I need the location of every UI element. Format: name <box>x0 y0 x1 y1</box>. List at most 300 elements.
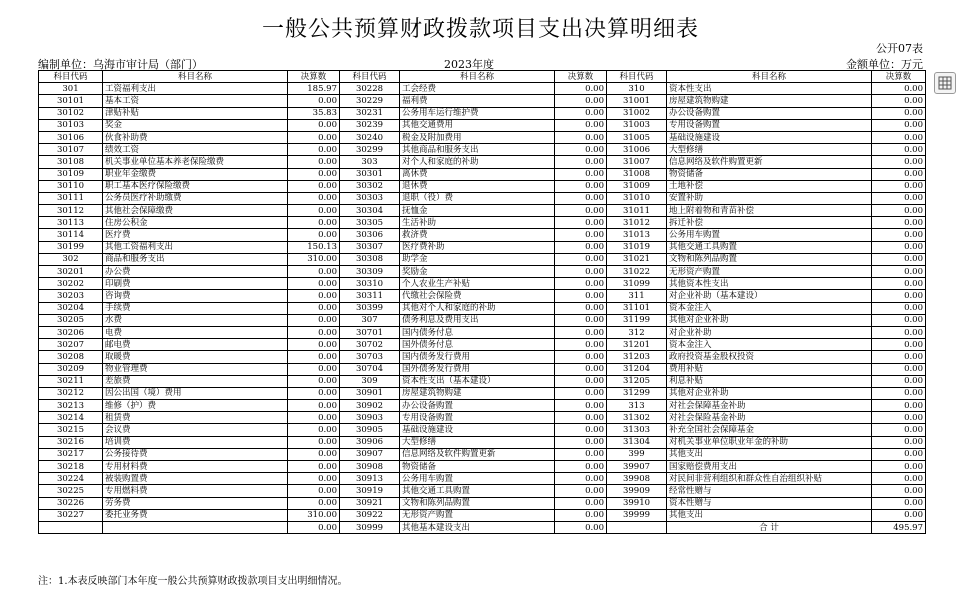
name-cell: 会议费 <box>103 424 288 436</box>
amount-cell: 0.00 <box>288 156 340 168</box>
code-cell: 30903 <box>340 412 400 424</box>
name-cell: 其他商品和服务支出 <box>400 144 555 156</box>
table-row <box>39 521 926 533</box>
column-header: 科目名称 <box>400 71 555 83</box>
amount-cell: 0.00 <box>555 156 607 168</box>
code-cell: 30205 <box>39 314 103 326</box>
name-cell: 文物和陈列品购置 <box>400 497 555 509</box>
name-cell: 专用燃料费 <box>103 485 288 497</box>
code-cell: 30207 <box>39 339 103 351</box>
amount-cell: 0.00 <box>872 266 926 278</box>
table-row <box>39 217 926 229</box>
name-cell: 大型修缮 <box>400 436 555 448</box>
code-cell: 30311 <box>340 290 400 302</box>
amount-cell: 0.00 <box>288 497 340 509</box>
code-cell: 30206 <box>39 326 103 338</box>
name-cell: 医疗费补助 <box>400 241 555 253</box>
amount-cell: 0.00 <box>872 326 926 338</box>
amount-cell: 0.00 <box>555 339 607 351</box>
code-cell: 31003 <box>607 119 667 131</box>
code-cell: 30922 <box>340 509 400 521</box>
table-row <box>39 144 926 156</box>
code-cell: 30310 <box>340 278 400 290</box>
name-cell: 奖金 <box>103 119 288 131</box>
column-header: 科目名称 <box>103 71 288 83</box>
amount-cell: 0.00 <box>288 375 340 387</box>
table-row <box>39 314 926 326</box>
amount-cell: 0.00 <box>872 351 926 363</box>
code-cell: 30225 <box>39 485 103 497</box>
name-cell: 对企业补助 <box>667 326 872 338</box>
name-cell: 公务员医疗补助缴费 <box>103 192 288 204</box>
code-cell: 30226 <box>39 497 103 509</box>
table-row <box>39 205 926 217</box>
amount-cell: 0.00 <box>555 131 607 143</box>
code-cell: 31019 <box>607 241 667 253</box>
code-cell: 30113 <box>39 217 103 229</box>
code-cell: 31011 <box>607 205 667 217</box>
name-cell: 委托业务费 <box>103 509 288 521</box>
code-cell: 31299 <box>607 387 667 399</box>
code-cell: 31204 <box>607 363 667 375</box>
name-cell: 对民间非营利组织和群众性自治组织补贴 <box>667 473 872 485</box>
code-cell: 31099 <box>607 278 667 290</box>
code-cell: 30307 <box>340 241 400 253</box>
table-row <box>39 326 926 338</box>
amount-cell: 0.00 <box>288 521 340 533</box>
name-cell: 其他支出 <box>667 448 872 460</box>
code-cell <box>607 521 667 533</box>
amount-cell: 0.00 <box>288 266 340 278</box>
name-cell: 国内债务付息 <box>400 326 555 338</box>
name-cell: 对社会保障基金补助 <box>667 400 872 412</box>
name-cell: 对机关事业单位职业年金的补助 <box>667 436 872 448</box>
amount-cell: 0.00 <box>872 375 926 387</box>
name-cell: 国内债务发行费用 <box>400 351 555 363</box>
amount-cell: 0.00 <box>872 180 926 192</box>
amount-cell: 0.00 <box>555 497 607 509</box>
name-cell: 税金及附加费用 <box>400 131 555 143</box>
name-cell: 房屋建筑物购建 <box>667 95 872 107</box>
code-cell: 30228 <box>340 83 400 95</box>
code-cell: 39907 <box>607 461 667 473</box>
amount-cell: 0.00 <box>555 168 607 180</box>
code-cell: 30301 <box>340 168 400 180</box>
code-cell: 31199 <box>607 314 667 326</box>
name-cell: 工资福利支出 <box>103 83 288 95</box>
code-cell: 30906 <box>340 436 400 448</box>
amount-cell: 0.00 <box>872 497 926 509</box>
amount-cell: 310.00 <box>288 253 340 265</box>
code-cell: 30703 <box>340 351 400 363</box>
name-cell: 信息网络及软件购置更新 <box>400 448 555 460</box>
name-cell: 国外债务发行费用 <box>400 363 555 375</box>
column-header: 科目代码 <box>39 71 103 83</box>
code-cell: 30704 <box>340 363 400 375</box>
amount-cell: 0.00 <box>872 448 926 460</box>
code-cell: 30218 <box>39 461 103 473</box>
amount-cell: 0.00 <box>872 400 926 412</box>
table-code: 公开07表 <box>876 42 923 55</box>
code-cell: 30907 <box>340 448 400 460</box>
amount-cell: 0.00 <box>288 461 340 473</box>
amount-cell: 0.00 <box>872 302 926 314</box>
name-cell: 培训费 <box>103 436 288 448</box>
code-cell: 31203 <box>607 351 667 363</box>
code-cell: 30304 <box>340 205 400 217</box>
code-cell: 30217 <box>39 448 103 460</box>
name-cell: 无形资产购置 <box>400 509 555 521</box>
name-cell: 文物和陈列品购置 <box>667 253 872 265</box>
amount-cell: 0.00 <box>288 363 340 375</box>
table-row <box>39 400 926 412</box>
name-cell: 物业管理费 <box>103 363 288 375</box>
name-cell: 国外债务付息 <box>400 339 555 351</box>
amount-unit: 金额单位：万元 <box>846 58 923 71</box>
name-cell: 地上附着物和青苗补偿 <box>667 205 872 217</box>
code-cell: 30921 <box>340 497 400 509</box>
spreadsheet-icon[interactable] <box>934 72 956 94</box>
table-row <box>39 302 926 314</box>
amount-cell: 0.00 <box>288 314 340 326</box>
table-row <box>39 375 926 387</box>
name-cell: 机关事业单位基本养老保险缴费 <box>103 156 288 168</box>
table-row <box>39 119 926 131</box>
name-cell: 福利费 <box>400 95 555 107</box>
name-cell: 劳务费 <box>103 497 288 509</box>
code-cell: 30303 <box>340 192 400 204</box>
amount-cell: 0.00 <box>555 509 607 521</box>
column-header: 决算数 <box>555 71 607 83</box>
amount-cell: 0.00 <box>288 424 340 436</box>
code-cell: 30216 <box>39 436 103 448</box>
amount-cell: 0.00 <box>872 253 926 265</box>
name-cell: 办公费 <box>103 266 288 278</box>
name-cell: 生活补助 <box>400 217 555 229</box>
column-header: 科目名称 <box>667 71 872 83</box>
code-cell: 31007 <box>607 156 667 168</box>
amount-cell: 0.00 <box>872 205 926 217</box>
name-cell: 其他对个人和家庭的补助 <box>400 302 555 314</box>
amount-cell: 0.00 <box>872 168 926 180</box>
amount-cell: 0.00 <box>555 180 607 192</box>
name-cell: 奖励金 <box>400 266 555 278</box>
amount-cell: 0.00 <box>288 119 340 131</box>
table-row <box>39 241 926 253</box>
amount-cell: 0.00 <box>555 400 607 412</box>
amount-cell: 0.00 <box>555 412 607 424</box>
code-cell: 39908 <box>607 473 667 485</box>
name-cell: 专用材料费 <box>103 461 288 473</box>
amount-cell: 0.00 <box>288 168 340 180</box>
amount-cell: 310.00 <box>288 509 340 521</box>
table-row <box>39 95 926 107</box>
amount-cell: 0.00 <box>872 339 926 351</box>
name-cell: 其他交通工具购置 <box>400 485 555 497</box>
name-cell: 租赁费 <box>103 412 288 424</box>
name-cell: 取暖费 <box>103 351 288 363</box>
amount-cell: 0.00 <box>872 144 926 156</box>
table-row <box>39 351 926 363</box>
amount-cell: 0.00 <box>872 387 926 399</box>
amount-cell: 0.00 <box>872 363 926 375</box>
code-cell: 31006 <box>607 144 667 156</box>
table-row <box>39 424 926 436</box>
code-cell: 31010 <box>607 192 667 204</box>
code-cell: 30209 <box>39 363 103 375</box>
code-cell: 39999 <box>607 509 667 521</box>
amount-cell: 0.00 <box>288 278 340 290</box>
table-row <box>39 387 926 399</box>
table-row <box>39 229 926 241</box>
column-header: 科目代码 <box>340 71 400 83</box>
name-cell: 无形资产购置 <box>667 266 872 278</box>
code-cell: 303 <box>340 156 400 168</box>
name-cell: 公务用车运行维护费 <box>400 107 555 119</box>
amount-cell: 0.00 <box>555 278 607 290</box>
code-cell: 30309 <box>340 266 400 278</box>
name-cell: 基本工资 <box>103 95 288 107</box>
name-cell: 公务用车购置 <box>667 229 872 241</box>
code-cell: 30202 <box>39 278 103 290</box>
code-cell: 30908 <box>340 461 400 473</box>
code-cell <box>39 521 103 533</box>
amount-cell: 0.00 <box>288 351 340 363</box>
code-cell: 399 <box>607 448 667 460</box>
name-cell: 津贴补贴 <box>103 107 288 119</box>
name-cell: 住房公积金 <box>103 217 288 229</box>
name-cell: 代缴社会保险费 <box>400 290 555 302</box>
amount-cell: 0.00 <box>872 156 926 168</box>
name-cell: 其他对企业补助 <box>667 387 872 399</box>
name-cell: 办公设备购置 <box>400 400 555 412</box>
table-header-row <box>39 71 926 83</box>
amount-cell: 0.00 <box>555 192 607 204</box>
table-row <box>39 436 926 448</box>
amount-cell: 0.00 <box>555 253 607 265</box>
table-row <box>39 412 926 424</box>
code-cell: 310 <box>607 83 667 95</box>
code-cell: 30112 <box>39 205 103 217</box>
name-cell: 个人农业生产补贴 <box>400 278 555 290</box>
name-cell: 大型修缮 <box>667 144 872 156</box>
code-cell: 30212 <box>39 387 103 399</box>
name-cell: 职工基本医疗保险缴费 <box>103 180 288 192</box>
name-cell: 其他交通费用 <box>400 119 555 131</box>
name-cell: 抚恤金 <box>400 205 555 217</box>
name-cell: 助学金 <box>400 253 555 265</box>
name-cell: 对个人和家庭的补助 <box>400 156 555 168</box>
page-title: 一般公共预算财政拨款项目支出决算明细表 <box>261 17 699 42</box>
amount-cell: 0.00 <box>872 278 926 290</box>
fiscal-year: 2023年度 <box>444 58 494 71</box>
code-cell: 30203 <box>39 290 103 302</box>
amount-cell: 0.00 <box>288 485 340 497</box>
amount-cell: 0.00 <box>288 131 340 143</box>
code-cell: 31012 <box>607 217 667 229</box>
name-cell: 对社会保险基金补助 <box>667 412 872 424</box>
code-cell: 30308 <box>340 253 400 265</box>
amount-cell: 0.00 <box>555 241 607 253</box>
amount-cell: 0.00 <box>555 229 607 241</box>
code-cell: 30111 <box>39 192 103 204</box>
code-cell: 31021 <box>607 253 667 265</box>
amount-cell: 0.00 <box>288 180 340 192</box>
name-cell: 其他工资福利支出 <box>103 241 288 253</box>
name-cell: 国家赔偿费用支出 <box>667 461 872 473</box>
amount-cell: 0.00 <box>555 485 607 497</box>
expenditure-table <box>38 70 926 534</box>
amount-cell: 0.00 <box>872 424 926 436</box>
name-cell: 办公设备购置 <box>667 107 872 119</box>
amount-cell: 0.00 <box>872 241 926 253</box>
table-row <box>39 253 926 265</box>
name-cell: 其他资本性支出 <box>667 278 872 290</box>
code-cell: 30224 <box>39 473 103 485</box>
name-cell: 对企业补助（基本建设） <box>667 290 872 302</box>
code-cell: 30213 <box>39 400 103 412</box>
code-cell: 301 <box>39 83 103 95</box>
name-cell: 物资储备 <box>400 461 555 473</box>
amount-cell: 0.00 <box>555 387 607 399</box>
name-cell: 费用补贴 <box>667 363 872 375</box>
name-cell: 电费 <box>103 326 288 338</box>
code-cell: 30106 <box>39 131 103 143</box>
name-cell: 安置补助 <box>667 192 872 204</box>
compiling-unit: 编制单位：乌海市审计局（部门） <box>38 58 203 71</box>
name-cell <box>103 521 288 533</box>
code-cell: 31022 <box>607 266 667 278</box>
amount-cell: 185.97 <box>288 83 340 95</box>
code-cell: 30399 <box>340 302 400 314</box>
code-cell: 30199 <box>39 241 103 253</box>
name-cell: 因公出国（境）费用 <box>103 387 288 399</box>
name-cell: 其他基本建设支出 <box>400 521 555 533</box>
name-cell: 维修（护）费 <box>103 400 288 412</box>
table-row <box>39 168 926 180</box>
amount-cell: 0.00 <box>555 461 607 473</box>
column-header: 科目代码 <box>607 71 667 83</box>
code-cell: 30101 <box>39 95 103 107</box>
name-cell: 基础设施建设 <box>400 424 555 436</box>
column-header: 决算数 <box>872 71 926 83</box>
code-cell: 30299 <box>340 144 400 156</box>
code-cell: 30214 <box>39 412 103 424</box>
code-cell: 31201 <box>607 339 667 351</box>
name-cell: 邮电费 <box>103 339 288 351</box>
name-cell: 资本性赠与 <box>667 497 872 509</box>
table-row <box>39 339 926 351</box>
amount-cell: 0.00 <box>288 436 340 448</box>
amount-cell: 0.00 <box>555 217 607 229</box>
amount-cell: 0.00 <box>555 266 607 278</box>
code-cell: 30229 <box>340 95 400 107</box>
code-cell: 30913 <box>340 473 400 485</box>
amount-cell: 0.00 <box>555 521 607 533</box>
code-cell: 30110 <box>39 180 103 192</box>
name-cell: 手续费 <box>103 302 288 314</box>
code-cell: 31303 <box>607 424 667 436</box>
amount-cell: 0.00 <box>288 144 340 156</box>
amount-cell: 0.00 <box>872 192 926 204</box>
amount-cell: 150.13 <box>288 241 340 253</box>
amount-cell: 0.00 <box>288 229 340 241</box>
name-cell: 其他对企业补助 <box>667 314 872 326</box>
name-cell: 其他支出 <box>667 509 872 521</box>
code-cell: 30302 <box>340 180 400 192</box>
code-cell: 30114 <box>39 229 103 241</box>
amount-cell: 0.00 <box>555 144 607 156</box>
amount-cell: 0.00 <box>872 461 926 473</box>
amount-cell: 0.00 <box>872 436 926 448</box>
amount-cell: 0.00 <box>555 107 607 119</box>
table-row <box>39 509 926 521</box>
amount-cell: 0.00 <box>555 95 607 107</box>
amount-cell: 0.00 <box>288 339 340 351</box>
code-cell: 30919 <box>340 485 400 497</box>
amount-cell: 0.00 <box>288 400 340 412</box>
table-row <box>39 497 926 509</box>
code-cell: 31205 <box>607 375 667 387</box>
code-cell: 30902 <box>340 400 400 412</box>
code-cell: 30215 <box>39 424 103 436</box>
code-cell: 31101 <box>607 302 667 314</box>
footnote: 注：1.本表反映部门本年度一般公共预算财政拨款项目支出明细情况。 <box>38 576 348 587</box>
amount-cell: 0.00 <box>288 448 340 460</box>
code-cell: 30905 <box>340 424 400 436</box>
amount-cell: 0.00 <box>288 326 340 338</box>
code-cell: 313 <box>607 400 667 412</box>
amount-cell: 0.00 <box>288 290 340 302</box>
amount-cell: 0.00 <box>872 485 926 497</box>
code-cell: 307 <box>340 314 400 326</box>
name-cell: 拆迁补偿 <box>667 217 872 229</box>
code-cell: 30211 <box>39 375 103 387</box>
table-row <box>39 278 926 290</box>
amount-cell: 0.00 <box>872 473 926 485</box>
amount-cell: 0.00 <box>555 448 607 460</box>
code-cell: 31009 <box>607 180 667 192</box>
table-row <box>39 180 926 192</box>
code-cell: 30305 <box>340 217 400 229</box>
name-cell: 印刷费 <box>103 278 288 290</box>
amount-cell: 0.00 <box>288 302 340 314</box>
name-cell: 经常性赠与 <box>667 485 872 497</box>
name-cell: 资本金注入 <box>667 302 872 314</box>
table-row <box>39 473 926 485</box>
name-cell: 商品和服务支出 <box>103 253 288 265</box>
amount-cell: 0.00 <box>288 192 340 204</box>
name-cell: 救济费 <box>400 229 555 241</box>
name-cell: 利息补贴 <box>667 375 872 387</box>
code-cell: 30208 <box>39 351 103 363</box>
code-cell: 312 <box>607 326 667 338</box>
code-cell: 30109 <box>39 168 103 180</box>
amount-cell: 0.00 <box>555 302 607 314</box>
column-header: 决算数 <box>288 71 340 83</box>
amount-cell: 0.00 <box>872 229 926 241</box>
name-cell: 专用设备购置 <box>667 119 872 131</box>
table-row <box>39 107 926 119</box>
code-cell: 30201 <box>39 266 103 278</box>
name-cell: 绩效工资 <box>103 144 288 156</box>
amount-cell: 0.00 <box>872 83 926 95</box>
name-cell: 水费 <box>103 314 288 326</box>
amount-cell: 0.00 <box>555 363 607 375</box>
name-cell: 政府投资基金股权投资 <box>667 351 872 363</box>
code-cell: 30204 <box>39 302 103 314</box>
table-row <box>39 363 926 375</box>
